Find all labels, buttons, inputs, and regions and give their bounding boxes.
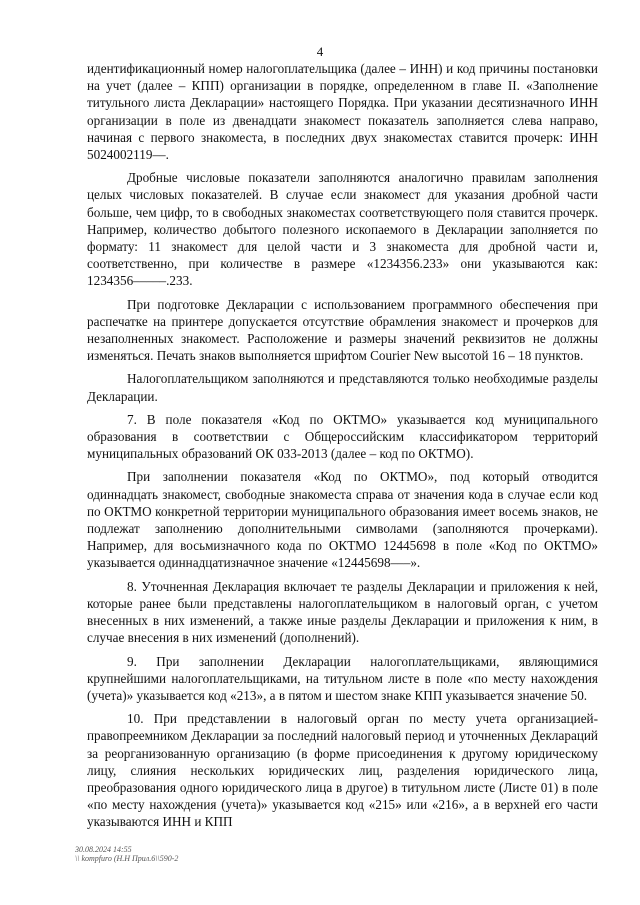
paragraph-6: При заполнении показателя «Код по ОКТМО», под который отводится одиннадцать знакомест, свободные знакоместа справа от значения кода в случае если код по ОКТМО конкретной территории муниципального образования имеет восемь знаков, не подлежат заполнению дополнительными символами (заполняются прочерками). Например, для восьмизначного кода по ОКТМО 12445698 в поле «Код по ОКТМО» указывается одиннадцатизначное значение «12445698–––». [87, 469, 598, 571]
paragraph-4: Налогоплательщиком заполняются и представляются только необходимые разделы Декларации. [87, 371, 598, 404]
body-text [87, 60, 598, 837]
paragraph-2: Дробные числовые показатели заполняются аналогично правилам заполнения целых числовых показателей. В случае если знакомест для указания дробной части больше, чем цифр, то в свободных знакоместах соответствующего поля ставится прочерк. Например, количество добытого полезного ископаемого в Декларации заполняется по формату: 11 знакомест для целой части и 3 знакоместа для дробной части и, соответственно, при количестве в размере «1234356.233» они указываются как: 1234356–––––.233. [87, 170, 598, 289]
paragraph-9: 10. При представлении в налоговый орган по месту учета организацией-правопреемником Декларации за последний налоговый период и уточненных Деклараций за реорганизованную организацию (в форме присоединения к другому юридическому лицу, слияния нескольких юридических лиц, разделения юридического лица, преобразования одного юридического лица в другое) в титульном листе (Листе 01) в поле «по месту нахождения (учета)» указывается код «215» или «216», а в верхней его части указываются ИНН и КПП [87, 711, 598, 830]
paragraph-1: идентификационный номер налогоплательщика (далее – ИНН) и код причины постановки на учет (далее – КПП) организации в порядке, определенном в главе II. «Заполнение титульного листа Декларации» настоящего Порядка. При указании десятизначного ИНН организации в поле из двенадцати знакомест показатель заполняется слева направо, начиная с первого знакоместа, в последних двух знакоместах ставится прочерк: ИНН 5024002119––. [87, 61, 598, 163]
paragraph-5: 7. В поле показателя «Код по ОКТМО» указывается код муниципального образования в соответствии с Общероссийским классификатором территорий муниципальных образований ОК 033-2013 (далее – код по ОКТМО). [87, 411, 598, 462]
footer-timestamp: 30.08.2024 14:55 [75, 845, 132, 854]
footer-stamp [75, 845, 178, 863]
page-number: 4 [316, 44, 324, 59]
footer-file-path: \\ kompfuro (Н.Н Прил.6\\590-2 [75, 854, 179, 863]
paragraph-3: При подготовке Декларации с использованием программного обеспечения при распечатке на принтере допускается отсутствие обрамления знакомест и прочерков для незаполненных знакомест. Расположение и размеры значений реквизитов не должны изменяться. Печать знаков выполняется шрифтом Courier New высотой 16 – 18 пунктов. [87, 296, 598, 364]
paragraph-8: 9. При заполнении Декларации налогоплательщиками, являющимися крупнейшими налогоплательщиками, на титульном листе в поле «по месту нахождения (учета)» указывается код «213», а в пятом и шестом знаке КПП указывается значение 50. [87, 653, 598, 703]
paragraph-7: 8. Уточненная Декларация включает те разделы Декларации и приложения к ней, которые ранее были представлены налогоплательщиком в налоговый орган, с учетом внесенных в них изменений, а также иные разделы Декларации и приложения к ним, в случае внесения в них изменений (дополнений). [87, 578, 598, 646]
